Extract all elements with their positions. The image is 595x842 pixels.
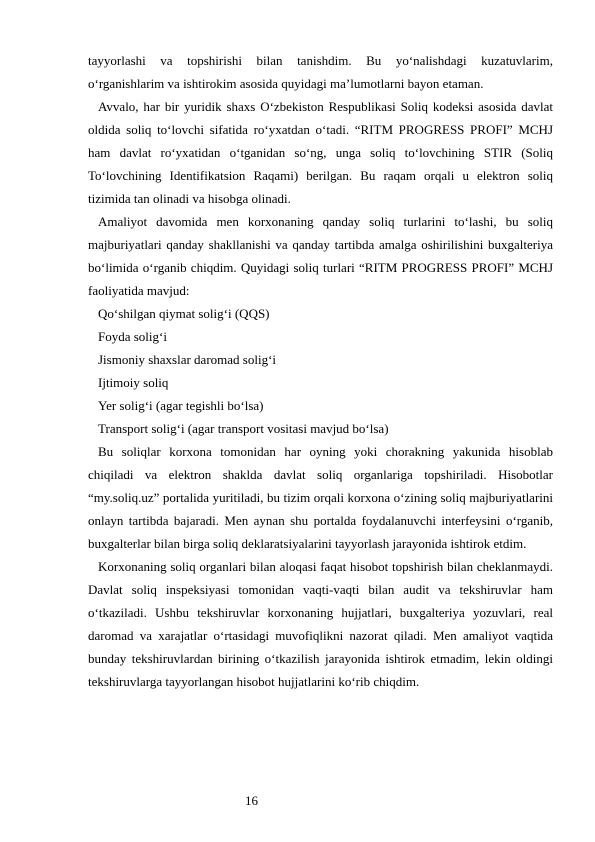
- paragraph-tax-audits: Korxonaning soliq organlari bilan aloqasi faqat hisobot topshirish bilan cheklanmaydi. Davlat soliq inspeksiyasi tomonidan vaqti-vaqti bilan audit va tekshiruvlar ham o‘tkaziladi. Ushbu tekshiruvlar korxonaning hujjatlari, buxgalteriya yozuvlari, real daromad va xarajatlar o‘rtasidagi muvofiqlikni nazorat qiladi. Men amaliyot vaqtida bunday tekshiruvlardan birining o‘tkazilish jarayonida ishtirok etmadim, lekin oldingi tekshiruvlarga tayyorlangan hisobot hujjatlarini ko‘rib chiqdim.: [88, 559, 553, 689]
- paragraph-tax-types-intro: Amaliyot davomida men korxonaning qanday soliq turlarini to‘lashi, bu soliq majburiyatlari qanday shakllanishi va qanday tartibda amalga oshirilishini buxgalteriya bo‘limida o‘rganib chiqdim. Quyidagi soliq turlari “RITM PROGRESS PROFI” MCHJ faoliyatida mavjud:: [88, 214, 553, 298]
- page-content: [88, 49, 553, 693]
- list-item: Foyda solig‘i: [98, 329, 167, 344]
- list-item: Jismoniy shaxslar daromad solig‘i: [98, 352, 277, 367]
- paragraph-tax-registration: Avvalo, har bir yuridik shaxs O‘zbekiston Respublikasi Soliq kodeksi asosida davlat oldida soliq to‘lovchi sifatida ro‘yxatdan o‘tadi. “RITM PROGRESS PROFI” MCHJ ham davlat ro‘yxatidan o‘tganidan so‘ng, unga soliq to‘lovchining STIR (Soliq To‘lovchining Identifikatsion Raqami) berilgan. Bu raqam orqali u elektron soliq tizimida tan olinadi va hisobga olinadi.: [88, 99, 553, 206]
- paragraph-tax-reporting: Bu soliqlar korxona tomonidan har oyning yoki chorakning yakunida hisoblab chiqiladi va elektron shaklda davlat soliq organlariga topshiriladi. Hisobotlar “my.soliq.uz” portalida yuritiladi, bu tizim orqali korxona o‘zining soliq majburiyatlarini onlayn tartibda bajaradi. Men aynan shu portalda foydalanuvchi interfeysini o‘rganib, buxgalterlar bilan birga soliq deklaratsiyalarini tayyorlash jarayonida ishtirok etdim.: [88, 444, 553, 551]
- list-item: Ijtimoiy soliq: [98, 375, 169, 390]
- list-item: Qo‘shilgan qiymat solig‘i (QQS): [98, 306, 270, 321]
- paragraph-intro-continuation: tayyorlashi va topshirishi bilan tanishdim. Bu yo‘nalishdagi kuzatuvlarim, o‘rganishlarim va ishtirokim asosida quyidagi ma’lumotlarni bayon etaman.: [88, 53, 553, 91]
- list-item: Transport solig‘i (agar transport vositasi mavjud bo‘lsa): [98, 421, 389, 436]
- list-item: Yer solig‘i (agar tegishli bo‘lsa): [98, 398, 264, 413]
- page-number: 16: [245, 793, 258, 808]
- tax-type-list: [88, 302, 553, 440]
